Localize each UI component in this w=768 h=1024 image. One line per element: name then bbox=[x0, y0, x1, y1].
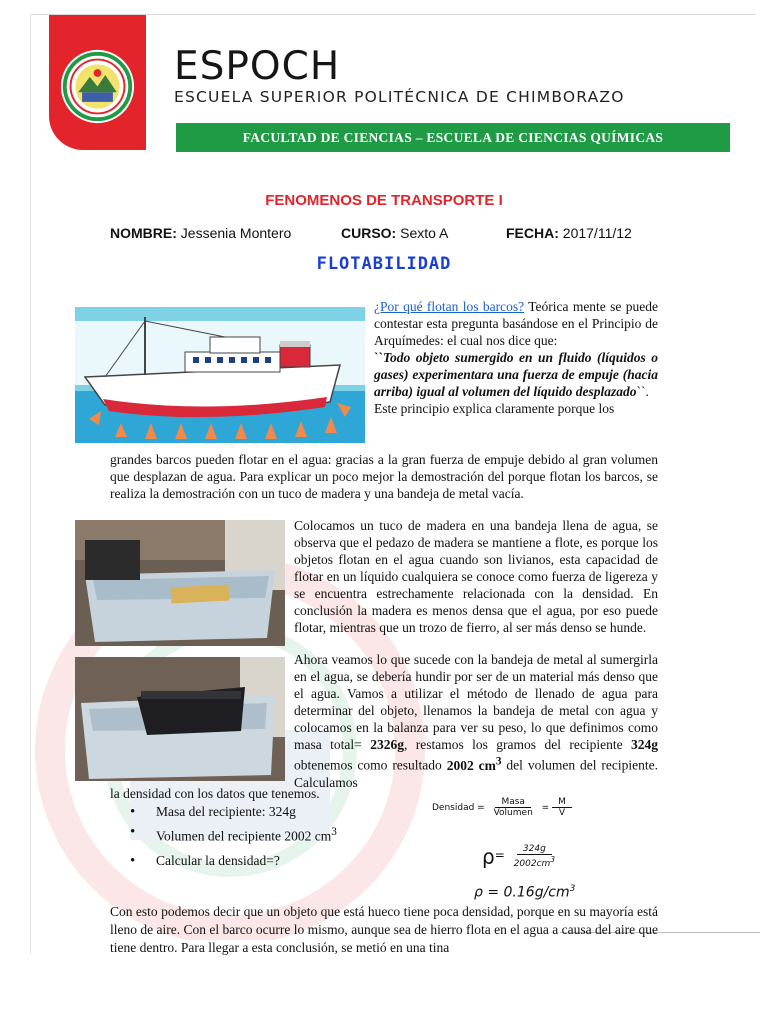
meta-nombre bbox=[110, 225, 291, 241]
institution-name: ESCUELA SUPERIOR POLITÉCNICA DE CHIMBORAZO bbox=[174, 88, 625, 106]
university-seal-icon bbox=[59, 48, 136, 125]
metal-text-2: , restamos los gramos del recipiente bbox=[403, 737, 631, 752]
meta-curso bbox=[341, 225, 448, 241]
rho-symbol: ρ bbox=[482, 844, 495, 869]
paragraph2-rest: grandes barcos pueden flotar en el agua: gracias a la gran fuerza de empuje debido al gran volumen que desplazan de agua. Para explicar un poco mejor la demostración del porque flotan los barcos, se realiza la demostración con un tuco de madera y una bandeja de metal vacía. bbox=[110, 452, 658, 501]
metal-last-line: la densidad con los datos que tenemos. bbox=[110, 786, 320, 801]
masa-volumen-fraction: $\frac{\text{Masa}}{\text{Volumen}}$ bbox=[493, 797, 533, 818]
wood-floating-photo bbox=[75, 520, 285, 646]
floating-ship-illustration bbox=[75, 307, 365, 443]
metal-text-4: del volumen del recipiente. Calculamos bbox=[294, 757, 658, 790]
bullet-density: • Calcular la densidad=? bbox=[130, 851, 337, 871]
bullet-volume: • Volumen del recipiente 2002 $cm^3$ bbox=[130, 822, 337, 847]
quote-open: `` bbox=[374, 350, 383, 365]
meta-fecha bbox=[506, 225, 632, 241]
nombre-value: Jessenia Montero bbox=[180, 225, 292, 241]
quote-close: ``. bbox=[636, 384, 649, 399]
density-definition bbox=[432, 797, 572, 818]
fecha-label: FECHA: bbox=[506, 225, 559, 241]
metal-text-1: Ahora veamos lo que sucede con la bandeja de metal al sumergirla en el agua, se debería hundir por ser de un material más denso que el agua. Vamos a utilizar el método de llenado de agua para determinar del objeto, llenamos la bandeja de metal con agua y colocamos en la balanza para ver su peso, lo que definimos como masa total= bbox=[294, 652, 658, 752]
topic-heading: FLOTABILIDAD bbox=[316, 254, 452, 274]
conclusion-paragraph: Con esto podemos decir que un objeto que está hueco tiene poca densidad, porque en su mayoría está lleno de aire. Con el barco ocurre lo mismo, aunque sea de hierro flota en el agua a causa del aire que tiene dentro. Para llegar a esta conclusión, se metió en una tina bbox=[110, 904, 658, 955]
question-link[interactable]: ¿Por qué flotan los barcos? bbox=[374, 299, 525, 314]
fecha-value: 2017/11/12 bbox=[562, 225, 632, 241]
volume-value: 2002 cm bbox=[446, 757, 496, 773]
volume-exponent: 3 bbox=[495, 755, 502, 767]
curso-label: CURSO: bbox=[341, 225, 397, 241]
intro-paragraph bbox=[374, 298, 658, 417]
m-v-fraction: $\frac{M}{V}$ bbox=[552, 797, 572, 818]
metal-tray-photo bbox=[75, 657, 285, 781]
nombre-label: NOMBRE: bbox=[110, 225, 177, 241]
intro-lead-rest: se puede contestar esta pregunta basándose en el Principio de Arquímedes: el cual nos dice que: bbox=[374, 299, 658, 348]
density-label: Densidad = bbox=[432, 803, 485, 813]
density-result: $\rho = 0.16g/cm^3$ bbox=[474, 884, 576, 901]
brand-title: ESPOCH bbox=[174, 44, 341, 89]
bullet-mass: • Masa del recipiente: 324g bbox=[130, 802, 337, 822]
page-edge-left bbox=[30, 14, 31, 954]
mass-total: 2326g bbox=[370, 737, 404, 752]
espoch-logo bbox=[49, 15, 146, 150]
metal-paragraph bbox=[294, 651, 658, 791]
archimedes-quote: Todo objeto sumergido en un fluido (líquidos o gases) experimentara una fuerza de empuje (hacia arriba) igual al volumen del líquido desplazado bbox=[374, 350, 658, 399]
curso-value: Sexto A bbox=[400, 225, 449, 241]
wood-paragraph: Colocamos un tuco de madera en una bandeja llena de agua, se observa que el pedazo de madera se mantiene a flote, es porque los objetos flotan en el agua cuando son livianos, esta capacidad de flotar en un líquido cualquiera se conoce como fuerza de ligereza y se encuentra estrechamente relacionada con la densidad. En conclusión la madera es menos densa que el agua, por eso puede flotar, mientras que un trozo de fierro, al ser más denso se hunde. bbox=[294, 518, 658, 635]
mass-container: 324g bbox=[631, 737, 658, 752]
density-calculation: ρ= $\frac{324g}{2002cm^3}$ bbox=[482, 844, 561, 869]
calc-fraction: $\frac{324g}{2002cm^3}$ bbox=[513, 844, 556, 869]
data-bullet-list bbox=[130, 802, 337, 871]
metal-text-3: obtenemos como resultado bbox=[294, 757, 447, 773]
paragraph2-line1: Este principio explica claramente porque los bbox=[374, 401, 615, 416]
equals-sign: = bbox=[541, 803, 550, 813]
intro-lead: Teórica mente bbox=[524, 299, 606, 314]
course-title: FENOMENOS DE TRANSPORTE I bbox=[265, 192, 503, 209]
faculty-banner: FACULTAD DE CIENCIAS – ESCUELA DE CIENCIAS QUÍMICAS bbox=[176, 123, 730, 152]
